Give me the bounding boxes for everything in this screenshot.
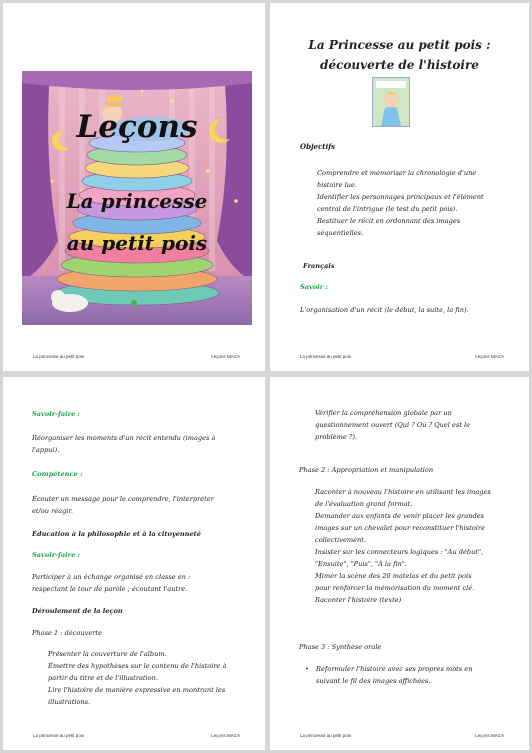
cover-illustration	[22, 71, 252, 325]
objectif-line: Restituer le récit en ordonnant des images	[317, 217, 461, 225]
footer-left: La princesse au petit pois	[33, 733, 85, 738]
francais-heading: Français	[303, 262, 335, 270]
page-phases	[270, 377, 529, 750]
savoir-faire-text: Réorganiser les moments d'un récit entendu (images à l'appui).	[32, 434, 216, 454]
savoir-faire-heading: Savoir-faire :	[32, 410, 80, 418]
competence-heading: Compétence :	[32, 470, 83, 478]
princess-thumbnail-image	[373, 78, 409, 126]
education-heading: Éducation à la philosophie et à la citoyenneté	[32, 530, 201, 538]
page-cover	[3, 3, 265, 371]
page-decouverte	[270, 3, 529, 371]
footer-right: Leçons MACA	[475, 354, 504, 359]
intro-text: Vérifier la compréhension globale par un questionnement ouvert (Qui ? Où ? Quel est le problème ?).	[315, 409, 471, 441]
savoir-text: L'organisation d'un récit (le début, la suite, la fin).	[300, 306, 469, 314]
objectif-line: histoire lue.	[317, 181, 357, 189]
competence-text: Écouter un message pour le comprendre, l'interpréter et/ou réagir.	[32, 495, 214, 515]
phase3-list: • Reformuler l'histoire avec ses propres mots en suivant le fil des images affichées.	[299, 663, 519, 687]
phase1-list: Présenter la couverture de l'album. Émettre des hypothèses sur le contenu de l'histoire à partir du titre et de l'illustration. Lire l'histoire de manière expressive en montrant les illustrations.	[48, 650, 227, 706]
objectif-line: séquentielles.	[317, 229, 364, 237]
savoir-heading: Savoir :	[300, 283, 328, 291]
cover-title-line1: La princesse	[66, 189, 208, 213]
footer-left: La princesse au petit pois	[33, 354, 85, 359]
savoir-faire2-heading: Savoir-faire :	[32, 551, 80, 559]
deroulement-heading: Déroulement de la leçon	[32, 607, 123, 615]
phase2-list: Raconter à nouveau l'histoire en utilisant les images de l'évaluation grand format. Demander aux enfants de venir placer les grandes images sur un chevalet pour reconstituer l'histoire collectivement. Insister sur les connecteurs logiques : "Au début", "Ensuite", "Puis", "À la fin". Mimer la scène des 20 matelas et du petit pois pour renforcer la mémorisation du moment clé. Raconter l'histoire (texte)	[315, 488, 491, 604]
objectif-line: Identifier les personnages principaux et l'élément	[317, 193, 484, 201]
objectifs-list	[317, 167, 522, 239]
savoir-faire2-text: Participer à un échange organisé en classe en : respectant le tour de parole ; écoutant l'autre.	[32, 573, 191, 593]
page-competences	[3, 377, 265, 750]
footer-right: Leçons MACA	[475, 733, 504, 738]
footer-left: La princesse au petit pois	[300, 733, 352, 738]
objectif-line: central de l'intrigue (le test du petit pois).	[317, 205, 458, 213]
phase2-heading: Phase 2 : Appropriation et manipulation	[299, 466, 434, 474]
cover-title-line2: au petit pois	[66, 231, 208, 255]
objectifs-heading: Objectifs	[300, 142, 336, 151]
footer-left: La princesse au petit pois	[300, 354, 352, 359]
phase3-heading: Phase 3 : Synthèse orale	[299, 643, 382, 651]
phase1-heading: Phase 1 : découverte	[32, 629, 102, 637]
book-cover-thumbnail	[372, 77, 410, 127]
page-title: La Princesse au petit pois : découverte de l'histoire	[308, 38, 491, 72]
objectif-line: Comprendre et mémoriser la chronologie d'une	[317, 169, 477, 177]
footer-right: Leçons MACA	[211, 354, 240, 359]
cover-title-lecons: Leçons	[76, 109, 198, 145]
footer-right: Leçons MACA	[211, 733, 240, 738]
